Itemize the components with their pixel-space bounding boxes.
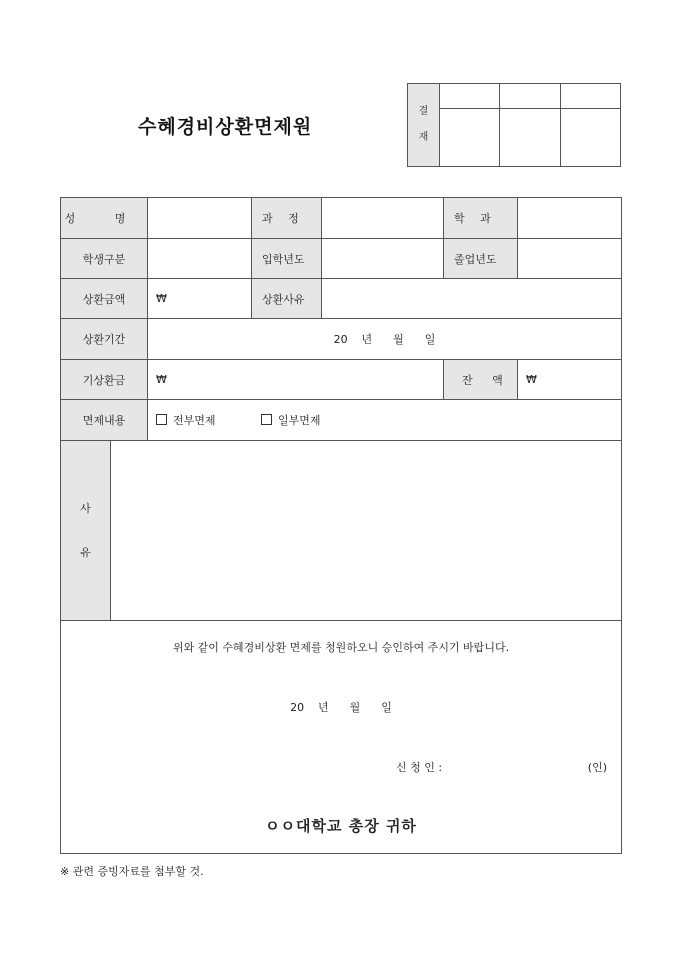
approval-label [408, 84, 440, 167]
name-label: 성 명 [61, 198, 148, 239]
seal-label: (인) [587, 761, 607, 774]
student-type-label: 학생구분 [61, 239, 148, 279]
dept-field[interactable] [518, 198, 622, 239]
reason-field[interactable] [111, 441, 622, 621]
attachment-note: ※ 관련 증빙자료를 첨부할 것. [60, 865, 204, 878]
approval-label-2: 재 [418, 132, 429, 143]
approval-header-cell-3 [560, 84, 620, 109]
exempt-options [148, 400, 622, 441]
repay-amount-label: 상환금액 [61, 279, 148, 319]
approval-sign-cell-3[interactable] [560, 109, 620, 167]
approval-sign-cell-2[interactable] [500, 109, 560, 167]
reason-label-1: 사 [80, 501, 91, 515]
approval-box [407, 83, 621, 167]
exempt-full-label: 전부면제 [173, 414, 216, 427]
course-label: 과 정 [252, 198, 322, 239]
exempt-partial-option[interactable] [261, 414, 321, 427]
request-section [61, 621, 622, 854]
dept-label: 학 과 [444, 198, 518, 239]
recipient-line: ㅇㅇ대학교 총장 귀하 [265, 817, 417, 835]
repay-amount-field[interactable]: ₩ [148, 279, 252, 319]
balance-field[interactable]: ₩ [518, 360, 622, 400]
entrance-year-field[interactable] [322, 239, 444, 279]
document-title: 수혜경비상환면제원 [138, 116, 313, 138]
exempt-partial-checkbox[interactable] [261, 414, 272, 425]
student-type-field[interactable] [148, 239, 252, 279]
name-field[interactable] [148, 198, 252, 239]
repay-reason-label: 상환사유 [252, 279, 322, 319]
graduation-year-label: 졸업년도 [444, 239, 518, 279]
repaid-label: 기상환금 [61, 360, 148, 400]
exempt-partial-label: 일부면제 [278, 414, 321, 427]
course-field[interactable] [322, 198, 444, 239]
approval-label-1: 결 [418, 106, 429, 117]
exempt-label: 면제내용 [61, 400, 148, 441]
approval-header-cell-1 [440, 84, 500, 109]
request-statement: 위와 같이 수혜경비상환 면제를 청원하오니 승인하여 주시기 바랍니다. [172, 641, 510, 654]
balance-label: 잔 액 [444, 360, 518, 400]
repay-period-label: 상환기간 [61, 319, 148, 360]
reason-label [61, 441, 111, 621]
reason-label-2: 유 [80, 545, 91, 559]
repay-reason-field[interactable] [322, 279, 622, 319]
repaid-field[interactable]: ₩ [148, 360, 444, 400]
exempt-full-checkbox[interactable] [156, 414, 167, 425]
exempt-full-option[interactable] [156, 414, 219, 427]
repay-period-field[interactable]: 20 년 월 일 [148, 319, 622, 360]
entrance-year-label: 입학년도 [252, 239, 322, 279]
approval-sign-cell-1[interactable] [440, 109, 500, 167]
applicant-label: 신 청 인 : [396, 761, 443, 774]
request-date[interactable]: 20 년 월 일 [290, 701, 392, 714]
approval-header-cell-2 [500, 84, 560, 109]
graduation-year-field[interactable] [518, 239, 622, 279]
application-form [60, 197, 622, 854]
